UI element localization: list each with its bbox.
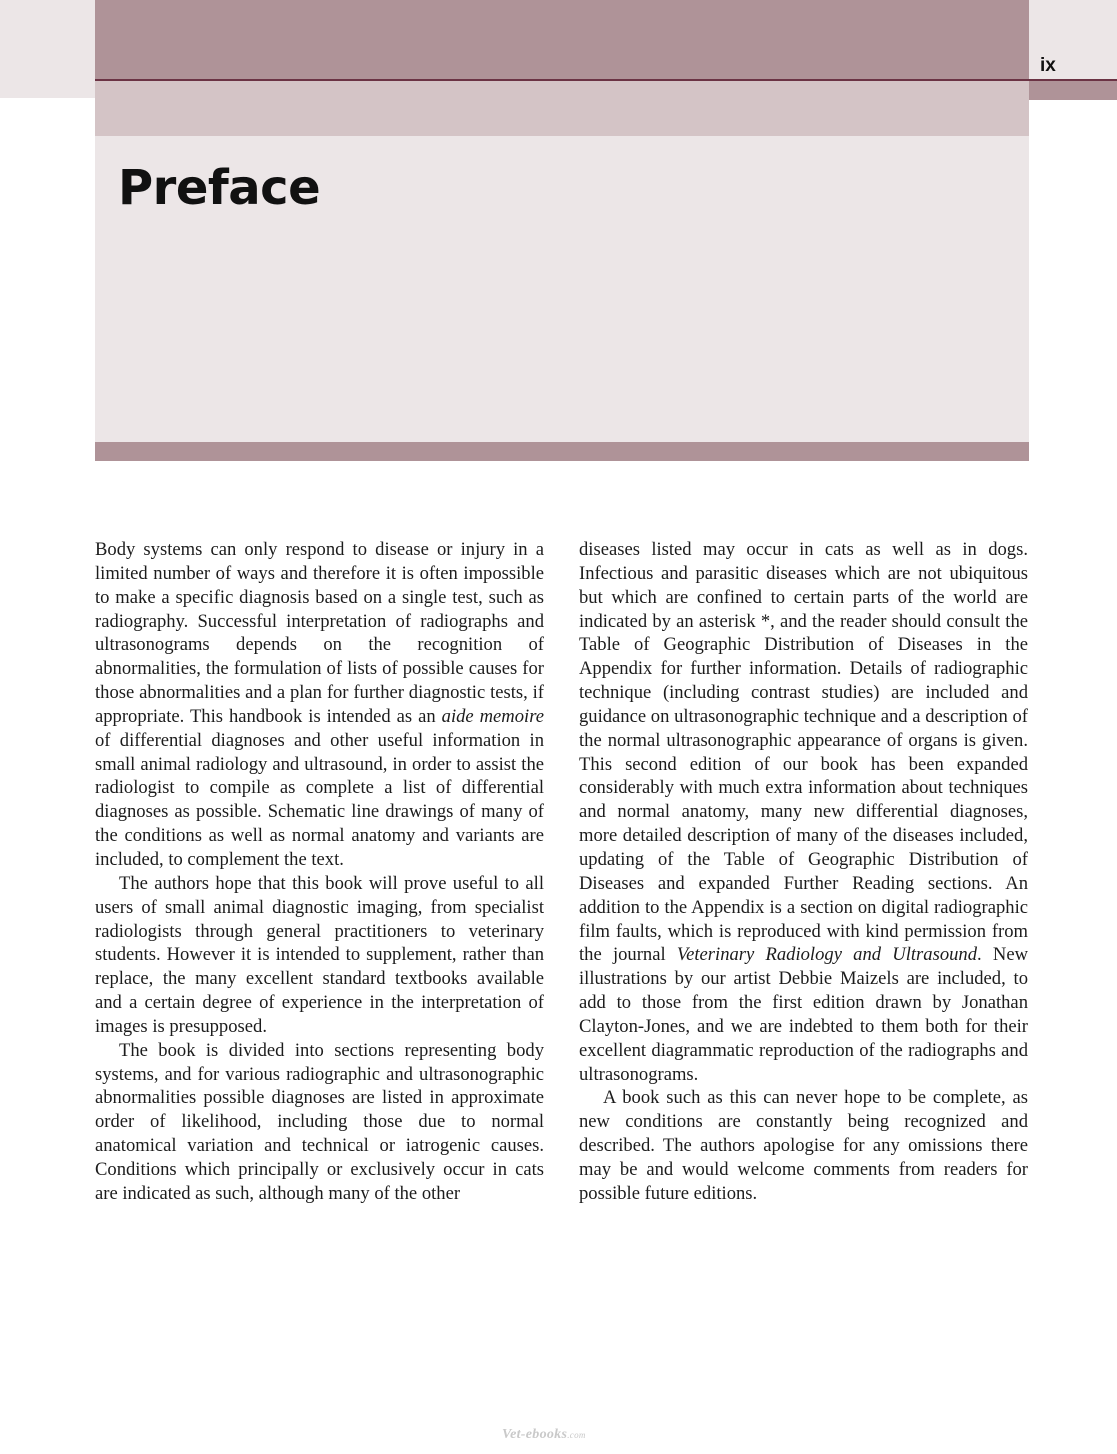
left-corner-band <box>0 0 95 98</box>
paragraph: The book is divided into sections representing body systems, and for various radiographic and ultrasonographic abnormalities possible diagnoses are listed in approximate order of likelihood, including those due to normal anatomical variation and technical or iatrogenic causes. Conditions which principally or exclusively occur in cats are indicated as such, although many of the other <box>95 1039 544 1204</box>
text-column-right <box>579 538 1028 1206</box>
italic-phrase: Veterinary Radiology and Ultrasound <box>676 944 978 966</box>
right-corner-rule <box>1029 80 1117 100</box>
header-rule <box>95 79 1117 81</box>
title-panel-footer-band <box>95 442 1029 461</box>
paragraph-text: Body systems can only respond to disease or injury in a limited number of ways and therefore it is often impossible to make a specific diagnosis based on a single test, such as radiography. Successful interpretation of radiographs and ultrasonograms depends on the recognition of abnormalities, the formulation of lists of possible causes for those abnormalities and a plan for further diagnostic tests, if appropriate. This handbook is intended as an <box>95 539 544 727</box>
watermark <box>502 1427 586 1443</box>
paragraph-text: diseases listed may occur in cats as well as in dogs. Infectious and parasitic diseases which are not ubiquitous but which are confined to certain parts of the world are indicated by an asterisk *, and the reader should consult the Table of Geographic Distribution of Diseases in the Appendix for further information. Details of radiographic technique (including contrast studies) are included and guidance on ultrasonographic technique and a description of the normal ultrasonographic appearance of organs is given. This second edition of our book has been expanded considerably with much extra information about techniques and normal anatomy, many new differential diagnoses, more detailed description of many of the diseases included, updating of the Table of Geographic Distribution of Diseases and expanded Further Reading sections. An addition to the Appendix is a section on digital radiographic film faults, which is reproduced with kind permission from the journal <box>579 539 1028 966</box>
watermark-text: Vet-ebooks <box>502 1427 568 1442</box>
paragraph <box>95 538 544 872</box>
page-title: Preface <box>118 160 321 216</box>
paragraph-text: of differential diagnoses and other useful information in small animal radiology and ultrasound, in order to assist the radiologist to compile as complete a list of differential diagnoses as possible. Schematic line drawings of many of the conditions as well as normal anatomy and variants are included, to complement the text. <box>95 729 544 870</box>
paragraph: The authors hope that this book will prove useful to all users of small animal diagnostic imaging, from specialist radiologists through general practitioners to veterinary students. However it is intended to supplement, rather than replace, the many excellent standard textbooks available and a certain degree of experience in the interpretation of images is presupposed. <box>95 872 544 1037</box>
text-column-left <box>95 538 544 1206</box>
paragraph: A book such as this can never hope to be complete, as new conditions are constantly being recognized and described. The authors apologise for any omissions there may be and would welcome comments from readers for possible future editions. <box>579 1087 1028 1204</box>
header-mid-band <box>95 81 1029 136</box>
italic-phrase: aide memoire <box>441 705 544 727</box>
header-band <box>95 0 1029 80</box>
paragraph <box>579 538 1028 1086</box>
page-number: ix <box>1040 55 1056 76</box>
paragraph-text: . New illustrations by our artist Debbie Maizels are included, to add to those from the first edition drawn by Jonathan Clayton-Jones, and we are indebted to them both for their excellent diagrammatic reproduction of the radiographs and ultrasonograms. <box>579 944 1028 1085</box>
watermark-suffix: .com <box>567 1430 586 1440</box>
